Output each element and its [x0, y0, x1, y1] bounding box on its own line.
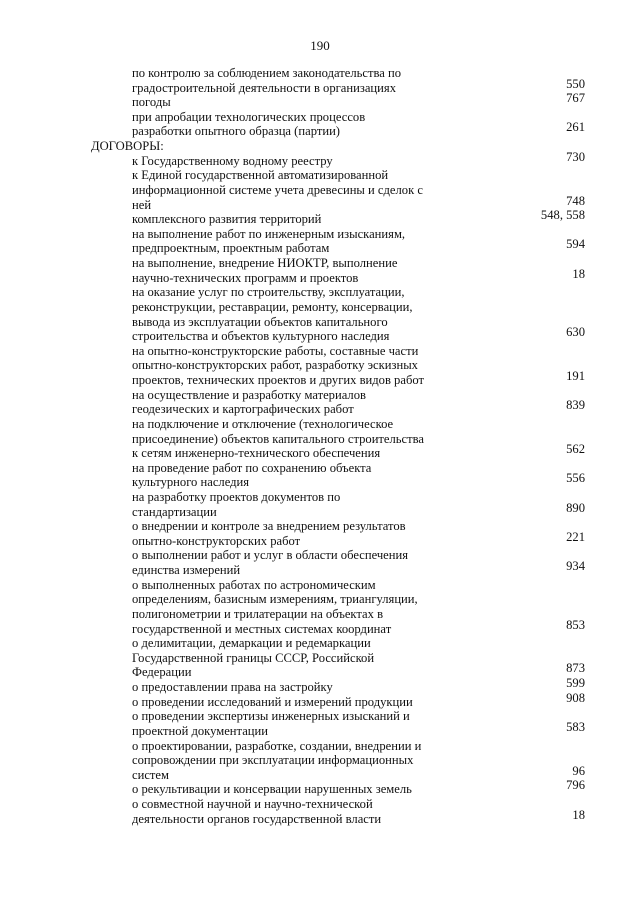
entry-text: проектной документации: [132, 723, 268, 738]
page-ref: 556: [566, 471, 585, 486]
index-entry: [0, 369, 640, 388]
entry-text: деятельности органов государственной власти: [132, 811, 382, 826]
index-entry: [0, 325, 640, 344]
index-entry: [0, 432, 640, 447]
entry-text: градостроительной деятельности в организациях: [132, 80, 396, 95]
entry-text: к Единой государственной автоматизированной: [132, 168, 389, 183]
index-entry: [0, 91, 640, 110]
entry-text: комплексного развития территорий: [132, 212, 322, 227]
index-entry: [0, 719, 640, 739]
index-entry: [0, 417, 640, 432]
index-entry: [0, 797, 640, 812]
index-entry: [0, 76, 640, 96]
index-entry: [0, 442, 640, 461]
entry-text: о проектировании, разработке, создании, внедрении и: [132, 738, 422, 753]
page-ref: 18: [572, 807, 585, 822]
page-ref: 873: [566, 661, 585, 676]
index-entry: [0, 208, 640, 227]
entry-text: предпроектным, проектным работам: [132, 241, 330, 256]
entry-text: Федерации: [132, 665, 192, 680]
index-entry: [0, 592, 640, 607]
page-ref: 908: [566, 690, 585, 705]
entry-text: о делимитации, демаркации и редемаркации: [132, 636, 371, 651]
entry-text: проектов, технических проектов и других видов работ: [132, 373, 424, 388]
entry-text: о выполненных работах по астрономическим: [132, 577, 376, 592]
index-entry: [0, 256, 640, 271]
entry-text: опытно-конструкторских работ, разработку эскизных: [132, 358, 418, 373]
page-ref: 550: [566, 76, 585, 91]
index-entry: [0, 300, 640, 315]
entry-text: к Государственному водному реестру: [132, 153, 333, 168]
entry-text: строительства и объектов культурного наследия: [132, 329, 390, 344]
index-entry: [0, 739, 640, 754]
page-ref: 934: [566, 559, 585, 574]
entry-text: стандартизации: [132, 504, 217, 519]
entry-text: сопровождении при эксплуатации информационных: [132, 753, 414, 768]
index-entry: [0, 183, 640, 198]
entry-text: о внедрении и контроле за внедрением результатов: [132, 519, 406, 534]
index-entry: [0, 807, 640, 827]
index-entry: [0, 500, 640, 520]
index-entry: [0, 237, 640, 256]
index-entry: [0, 519, 640, 534]
page-ref: 594: [566, 237, 585, 252]
entry-text: культурного наследия: [132, 475, 250, 490]
index-entry: [0, 168, 640, 183]
index-entry: [0, 607, 640, 622]
entry-text: о рекультивации и консервации нарушенных земель: [132, 782, 412, 797]
entry-text: вывода из эксплуатации объектов капитального: [132, 314, 388, 329]
entry-text: о проведении экспертизы инженерных изысканий и: [132, 709, 410, 724]
entry-text: научно-технических программ и проектов: [132, 270, 359, 285]
index-entry: [0, 471, 640, 490]
index-entry: [0, 636, 640, 651]
entry-text: ДОГОВОРЫ:: [91, 139, 164, 154]
entry-text: присоединение) объектов капитального строительства: [132, 431, 425, 446]
index-entry: [0, 266, 640, 286]
index-entry: [0, 358, 640, 373]
entry-text: о выполнении работ и услуг в области обеспечения: [132, 548, 409, 563]
index-entry: [0, 149, 640, 169]
entry-text: единства измерений: [132, 563, 241, 578]
index-entry: [0, 490, 640, 505]
page-ref: 562: [566, 442, 585, 457]
entry-text: на выполнение, внедрение НИОКТР, выполнение: [132, 256, 398, 271]
index-entry: [0, 690, 640, 710]
entry-text: разработки опытного образца (партии): [132, 124, 341, 139]
index-entry: [0, 110, 640, 125]
index-entry: [0, 578, 640, 593]
entry-text: на разработку проектов документов по: [132, 489, 341, 504]
index-entry: [0, 661, 640, 680]
page-ref: 548, 558: [540, 208, 585, 223]
entry-text: опытно-конструкторских работ: [132, 533, 301, 548]
entry-text: информационной системе учета древесины и сделок с: [132, 182, 423, 197]
entry-text: полигонометрии и трилатерации на объектах в: [132, 606, 384, 621]
page-ref: 261: [566, 120, 585, 135]
index-entry: [0, 559, 640, 578]
index-heading: [0, 139, 640, 154]
index-entry: [0, 120, 640, 139]
page-ref: 221: [566, 529, 585, 544]
entry-text: на опытно-конструкторские работы, составные части: [132, 343, 419, 358]
index-entry: [0, 398, 640, 417]
entry-text: на осуществление и разработку материалов: [132, 387, 366, 402]
page-ref: 796: [566, 778, 585, 793]
page-ref: 96: [572, 763, 585, 778]
index-entry: [0, 753, 640, 768]
entry-text: ней: [132, 197, 152, 212]
index-entry: [0, 778, 640, 797]
entry-text: по контролю за соблюдением законодательства по: [132, 66, 402, 80]
entry-text: реконструкции, реставрации, ремонту, консервации,: [132, 299, 413, 314]
page-ref: 191: [566, 369, 585, 384]
index-entry: [0, 388, 640, 403]
index-entry: [0, 676, 640, 695]
index-entry: [0, 529, 640, 549]
entry-text: погоды: [132, 95, 171, 110]
page-ref: 730: [566, 149, 585, 164]
index-entry: [0, 548, 640, 563]
page-ref: 583: [566, 719, 585, 734]
index-entry: [0, 344, 640, 359]
entry-text: о проведении исследований и измерений продукции: [132, 694, 413, 709]
index-entry: [0, 315, 640, 330]
page-ref: 18: [572, 266, 585, 281]
entry-text: при апробации технологических процессов: [132, 109, 366, 124]
index-entry: [0, 461, 640, 476]
entry-text: определениям, базисным измерениям, триангуляции,: [132, 592, 418, 607]
entry-text: на проведение работ по сохранению объекта: [132, 460, 372, 475]
page-ref: 748: [566, 193, 585, 208]
entry-text: на оказание услуг по строительству, эксплуатации,: [132, 285, 405, 300]
page-number: 190: [310, 38, 330, 53]
index-entry: [0, 285, 640, 300]
page-ref: 853: [566, 617, 585, 632]
entry-text: о предоставлении права на застройку: [132, 680, 333, 695]
page-ref: 599: [566, 676, 585, 691]
index-entry: [0, 651, 640, 666]
entry-text: о совместной научной и научно-технической: [132, 797, 373, 811]
index-entry: [0, 709, 640, 724]
index-entry: [0, 617, 640, 637]
entry-text: на подключение и отключение (технологическое: [132, 416, 394, 431]
index-entry: [0, 763, 640, 783]
index-entry: [0, 227, 640, 242]
page-ref: 630: [566, 325, 585, 340]
entry-text: геодезических и картографических работ: [132, 402, 354, 417]
entry-text: на выполнение работ по инженерным изысканиям,: [132, 226, 406, 241]
page-ref: 767: [566, 91, 585, 106]
index-entry: [0, 66, 640, 81]
page-ref: 839: [566, 398, 585, 413]
entry-text: систем: [132, 767, 169, 782]
entry-text: к сетям инженерно-технического обеспечения: [132, 446, 381, 461]
entry-text: государственной и местных системах координат: [132, 621, 392, 636]
entry-text: Государственной границы СССР, Российской: [132, 650, 375, 665]
page-ref: 890: [566, 500, 585, 515]
